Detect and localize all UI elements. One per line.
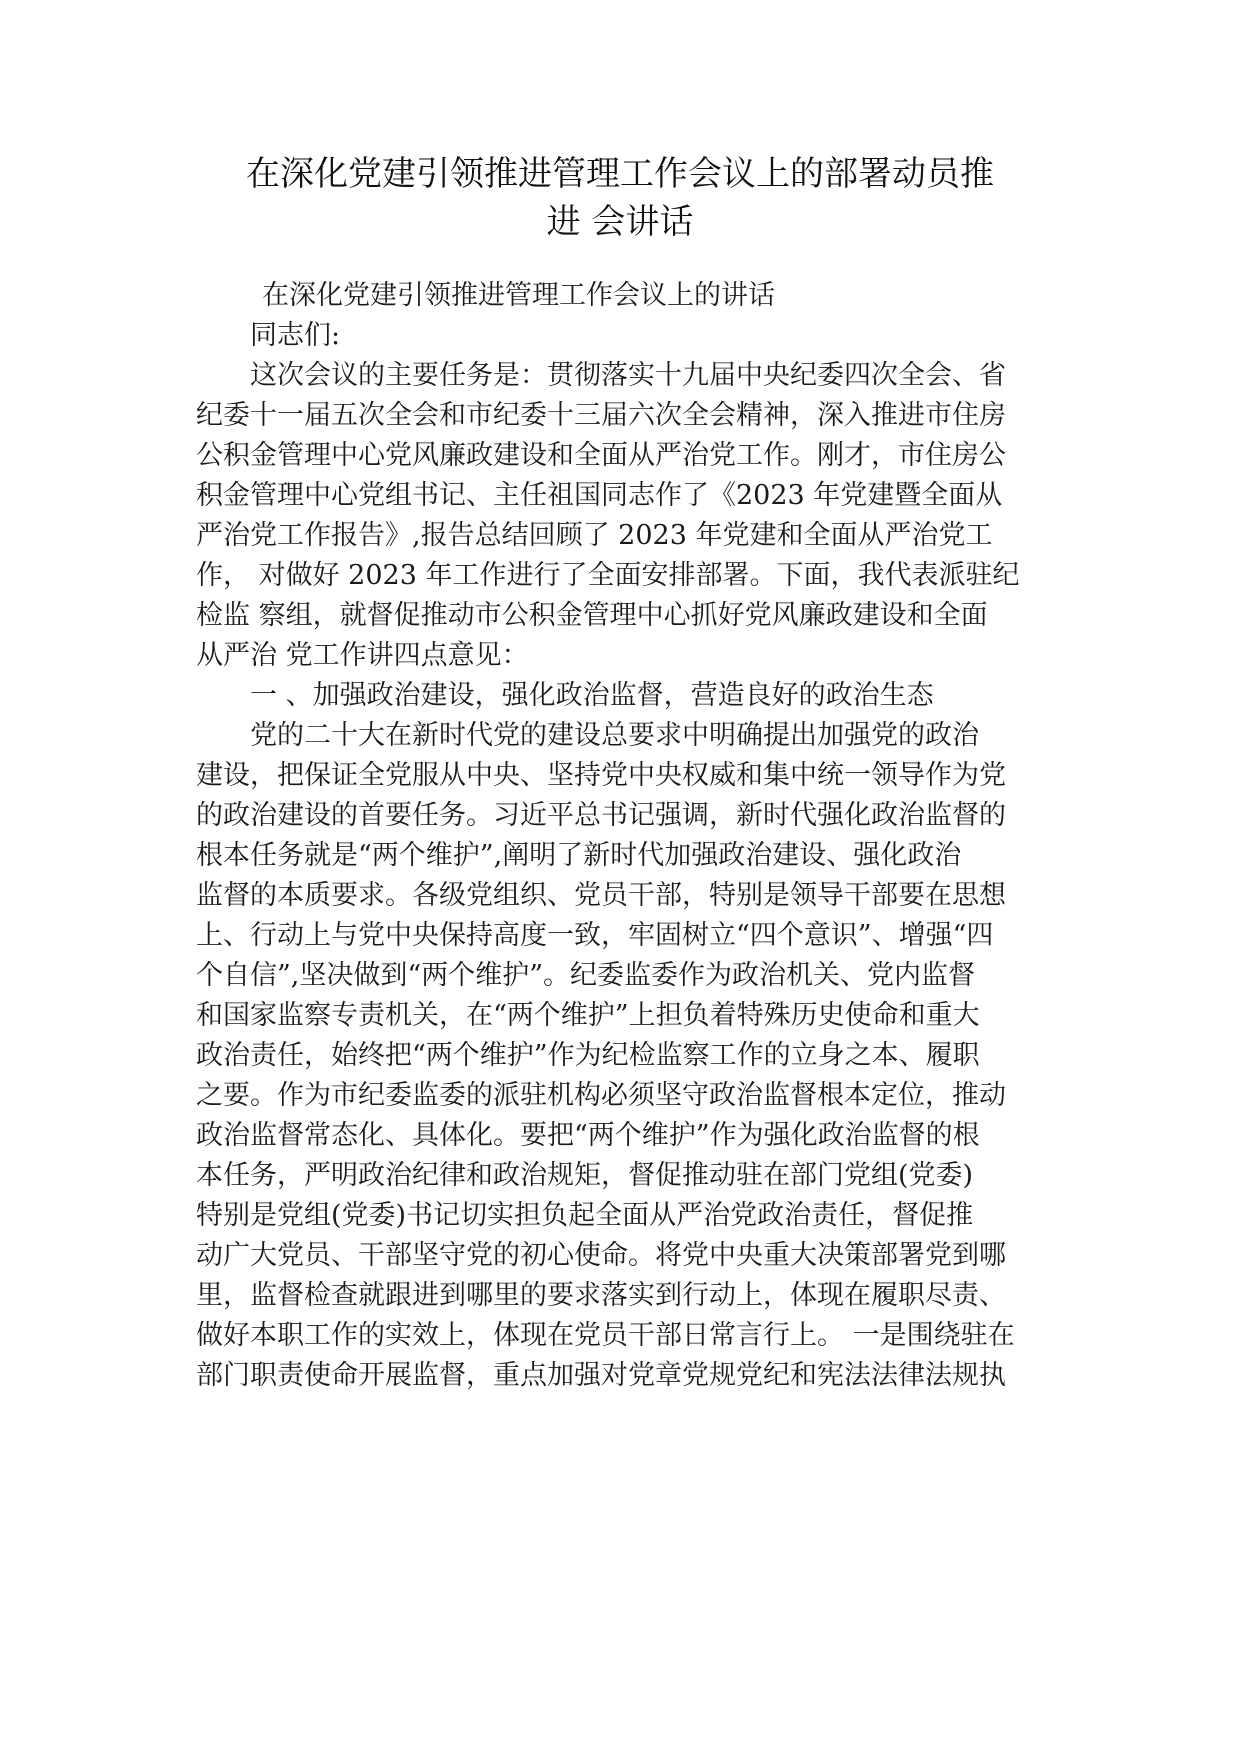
text-line: 动广大党员、干部坚守党的初心使命。将党中央重大决策部署党到哪 (196, 1240, 1006, 1271)
text-line: 党的二十大在新时代党的建设总要求中明确提出加强党的政治 (250, 720, 979, 751)
text-line: 积金管理中心党组书记、主任祖国同志作了《2023 年党建暨全面从 (196, 480, 1003, 511)
text-line: 本任务，严明政治纪律和政治规矩，督促推动驻在部门党组(党委) (196, 1160, 974, 1191)
text-line: 部门职责使命开展监督，重点加强对党章党规党纪和宪法法律法规执 (196, 1360, 1006, 1391)
text-line: 检监 察组，就督促推动市公积金管理中心抓好党风廉政建设和全面 (196, 600, 988, 631)
text-line: 特别是党组(党委)书记切实担负起全面从严治党政治责任，督促推 (196, 1200, 974, 1231)
paragraph-intro (196, 356, 1056, 676)
text-line: 严治党工作报告》,报告总结回顾了 2023 年党建和全面从严治党工 (196, 520, 993, 551)
document-body (196, 276, 1056, 1396)
text-line: 作， 对做好 2023 年工作进行了全面安排部署。下面，我代表派驻纪 (196, 560, 1020, 591)
salutation: 同志们: (250, 320, 341, 351)
title-line: 进 会讲话 (546, 202, 694, 242)
paragraph-political-building (196, 716, 1056, 1396)
text-line: 这次会议的主要任务是：贯彻落实十九届中央纪委四次全会、省 (250, 360, 1006, 391)
text-line: 根本任务就是“两个维护”,阐明了新时代加强政治建设、强化政治 (196, 840, 962, 871)
title-line: 在深化党建引领推进管理工作会议上的部署动员推 (246, 154, 994, 194)
text-line: 之要。作为市纪委监委的派驻机构必须坚守政治监督根本定位，推动 (196, 1080, 1006, 1111)
text-line: 上、行动上与党中央保持高度一致，牢固树立“四个意识”、增强“四 (196, 920, 994, 951)
text-line: 政治监督常态化、具体化。要把“两个维护”作为强化政治监督的根 (196, 1120, 980, 1151)
text-line: 公积金管理中心党风廉政建设和全面从严治党工作。刚才，市住房公 (196, 440, 1006, 471)
text-line: 的政治建设的首要任务。习近平总书记强调，新时代强化政治监督的 (196, 800, 1006, 831)
text-line: 纪委十一届五次全会和市纪委十三届六次全会精神，深入推进市住房 (196, 400, 1006, 431)
subtitle: 在深化党建引领推进管理工作会议上的讲话 (262, 280, 775, 311)
text-line: 和国家监察专责机关，在“两个维护”上担负着特殊历史使命和重大 (196, 1000, 980, 1031)
text-line: 建设，把保证全党服从中央、坚持党中央权威和集中统一领导作为党 (196, 760, 1006, 791)
document-title (190, 150, 1050, 246)
text-line: 做好本职工作的实效上，体现在党员干部日常言行上。 一是围绕驻在 (196, 1320, 1015, 1351)
text-line: 里，监督检查就跟进到哪里的要求落实到行动上，体现在履职尽责、 (196, 1280, 1006, 1311)
text-line: 个自信”,坚决做到“两个维护”。纪委监委作为政治机关、党内监督 (196, 960, 975, 991)
text-line: 监督的本质要求。各级党组织、党员干部，特别是领导干部要在思想 (196, 880, 1006, 911)
section-heading: 一 、加强政治建设，强化政治监督，营造良好的政治生态 (250, 680, 934, 711)
text-line: 政治责任，始终把“两个维护”作为纪检监察工作的立身之本、履职 (196, 1040, 980, 1071)
text-line: 从严治 党工作讲四点意见： (196, 640, 529, 671)
